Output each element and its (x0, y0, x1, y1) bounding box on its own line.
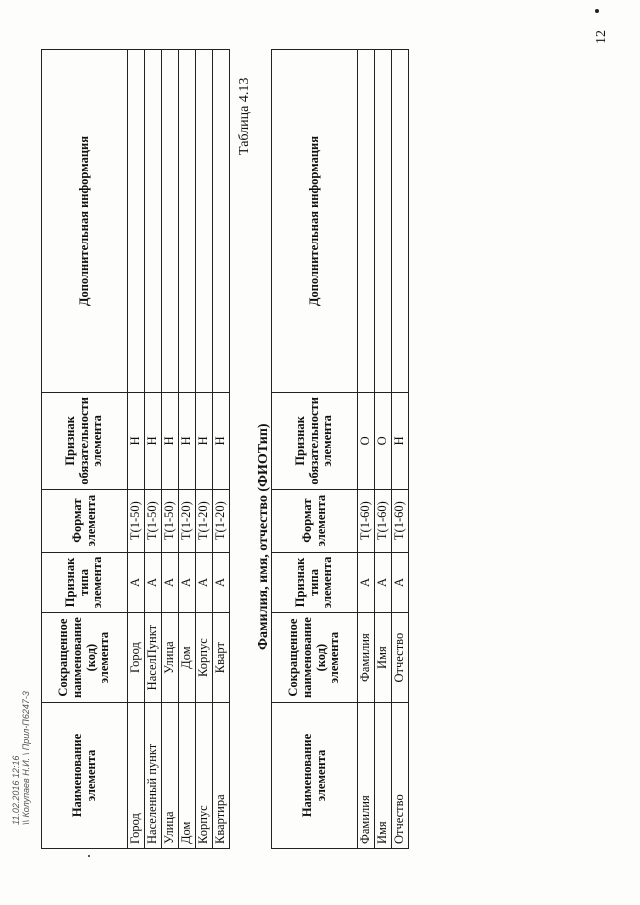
column-header: Наименование элемента (272, 703, 358, 849)
table-row (162, 50, 179, 849)
table-cell: О (358, 393, 375, 490)
table-row (213, 50, 230, 849)
table-cell: Отчество (392, 613, 409, 703)
table-row (392, 50, 409, 849)
table-cell: Дом (179, 703, 196, 849)
full-name-table (271, 49, 409, 849)
table-cell: Улица (162, 703, 179, 849)
table-cell: А (358, 552, 375, 613)
table-cell: Т(1-50) (145, 489, 162, 552)
table-cell: Корпус (196, 613, 213, 703)
table-cell: Н (179, 393, 196, 490)
table-cell: А (392, 552, 409, 613)
table-cell: Т(1-20) (179, 489, 196, 552)
table-cell: Т(1-20) (213, 489, 230, 552)
table-cell: Город (128, 703, 145, 849)
column-header: Формат элемента (42, 489, 128, 552)
table-cell: А (145, 552, 162, 613)
table-cell: А (162, 552, 179, 613)
table-row (145, 50, 162, 849)
table-cell: А (128, 552, 145, 613)
table-cell (145, 50, 162, 393)
table-cell: Имя (375, 703, 392, 849)
table-row (375, 50, 392, 849)
table-cell: Имя (375, 613, 392, 703)
table-cell: Город (128, 613, 145, 703)
table-cell: Н (145, 393, 162, 490)
table-cell (179, 50, 196, 393)
table-cell: А (375, 552, 392, 613)
table-cell: Т(1-50) (162, 489, 179, 552)
column-header: Признак типа элемента (272, 552, 358, 613)
table-cell: Т(1-60) (375, 489, 392, 552)
column-header: Признак типа элемента (42, 552, 128, 613)
table-row (358, 50, 375, 849)
column-header: Дополнительная информация (272, 50, 358, 393)
table-cell (375, 50, 392, 393)
column-header: Наименование элемента (42, 703, 128, 849)
table-cell: Фамилия (358, 613, 375, 703)
table-cell (128, 50, 145, 393)
table-header-row (42, 50, 128, 849)
column-header: Формат элемента (272, 489, 358, 552)
column-header: Признак обязательности элемента (42, 393, 128, 490)
column-header: Сокращенное наименование (код) элемента (42, 613, 128, 703)
table-header-row (272, 50, 358, 849)
table-cell: А (179, 552, 196, 613)
table-cell (392, 50, 409, 393)
table-cell: Н (162, 393, 179, 490)
table-cell: Н (128, 393, 145, 490)
table-cell (196, 50, 213, 393)
table-caption: Таблица 4.13 (237, 77, 252, 155)
table-cell: Фамилия (358, 703, 375, 849)
page-number: 12 (594, 30, 609, 44)
table-cell: Квартира (213, 703, 230, 849)
table-cell: А (213, 552, 230, 613)
table-cell: Т(1-50) (128, 489, 145, 552)
table-cell: Н (196, 393, 213, 490)
table-title: Фамилия, имя, отчество (ФИОТип) (256, 423, 271, 650)
table-cell: Кварт (213, 613, 230, 703)
table-cell: Н (213, 393, 230, 490)
stamp-date: 11.02.2016 12:16 (11, 755, 21, 825)
table-cell: О (375, 393, 392, 490)
table-row (196, 50, 213, 849)
table-cell: Т(1-60) (358, 489, 375, 552)
table-cell: Н (392, 393, 409, 490)
table-cell (162, 50, 179, 393)
table-cell: Дом (179, 613, 196, 703)
table-cell: Корпус (196, 703, 213, 849)
table-row (128, 50, 145, 849)
column-header: Признак обязательности элемента (272, 393, 358, 490)
column-header: Дополнительная информация (42, 50, 128, 393)
table-cell (358, 50, 375, 393)
stamp-author: \\ Колупаев Н.И. \ Прил-П6247-3 (21, 691, 32, 825)
table-cell: Улица (162, 613, 179, 703)
column-header: Сокращенное наименование (код) элемента (272, 613, 358, 703)
table-cell: НаселПункт (145, 613, 162, 703)
table-cell: Отчество (392, 703, 409, 849)
address-table (41, 49, 230, 849)
table-cell: Т(1-60) (392, 489, 409, 552)
table-cell: Т(1-20) (196, 489, 213, 552)
table-cell (213, 50, 230, 393)
table-cell: Населенный пункт (145, 703, 162, 849)
table-cell: А (196, 552, 213, 613)
print-stamp (11, 691, 32, 825)
table-row (179, 50, 196, 849)
